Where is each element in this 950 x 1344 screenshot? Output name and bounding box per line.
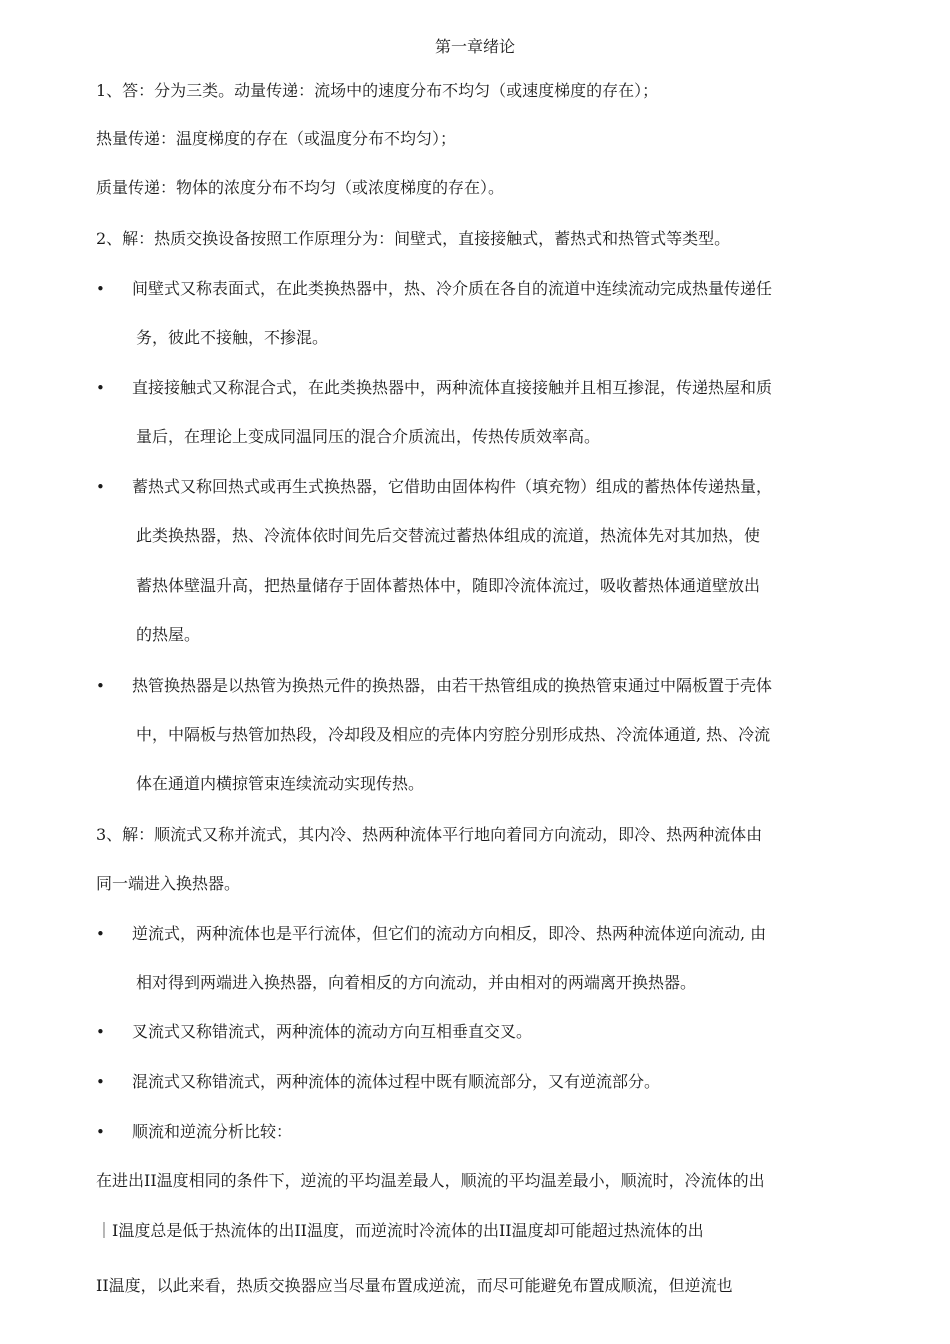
bullet-3-line-1: 蓄热式又称回热式或再生式换热器，它借助由固体构件（填充物）组成的蓄热体传递热量，: [132, 477, 773, 496]
bullet-6-line-1: 叉流式又称错流式，两种流体的流动方向互相垂直交叉。: [132, 1022, 533, 1041]
answer-3-line-2: 同一端进入换热器。: [96, 874, 241, 893]
answer-3-line-1: 3、解：顺流式又称并流式，其内冷、热两种流体平行地向着同方向流动，即冷、热两种流体由: [96, 825, 763, 844]
bullet-4: •: [96, 677, 105, 695]
comparison-line-1: 在进出II温度相同的条件下，逆流的平均温差最人，顺流的平均温差最小，顺流时，冷流体的出: [96, 1171, 765, 1190]
bullet-4-line-2: 中，中隔板与热管加热段，冷却段及相应的壳体内穷腔分别形成热、冷流体通道, 热、冷流: [136, 725, 771, 744]
answer-1-heat: 热量传递：温度梯度的存在（或温度分布不均匀）；: [96, 129, 457, 148]
bullet-5: •: [96, 925, 105, 943]
bullet-8-line-1: 顺流和逆流分析比较：: [132, 1122, 293, 1141]
bullet-1-line-1: 间壁式又称表面式，在此类换热器中，热、冷介质在各自的流道中连续流动完成热量传递任: [132, 279, 773, 298]
answer-1-mass: 质量传递：物体的浓度分布不均匀（或浓度梯度的存在）。: [96, 178, 505, 197]
bullet-2: •: [96, 379, 105, 397]
bullet-2-line-1: 直接接触式又称混合式，在此类换热器中，两种流体直接接触并且相互掺混，传递热屋和质: [132, 378, 773, 397]
bullet-7: •: [96, 1073, 105, 1091]
answer-2: 2、解：热质交换设备按照工作原理分为：间壁式，直接接触式，蓄热式和热管式等类型。: [96, 229, 731, 248]
bullet-3-line-2: 此类换热器，热、冷流体依时间先后交替流过蓄热体组成的流道，热流体先对其加热，使: [136, 526, 761, 545]
comparison-line-2: ｜I温度总是低于热流体的出II温度，而逆流时冷流体的出II温度却可能超过热流体的出: [96, 1221, 704, 1240]
bullet-6: •: [96, 1023, 105, 1041]
bullet-1-line-2: 务，彼此不接触，不掺混。: [136, 328, 329, 347]
comparison-line-3: II温度，以此来看，热质交换器应当尽量布置成逆流，而尽可能避免布置成顺流，但逆流也: [96, 1276, 733, 1295]
bullet-7-line-1: 混流式又称错流式，两种流体的流体过程中既有顺流部分，又有逆流部分。: [132, 1072, 661, 1091]
bullet-2-line-2: 量后，在理论上变成同温同压的混合介质流出，传热传质效率高。: [136, 427, 601, 446]
bullet-4-line-3: 体在通道内横掠管束连续流动实现传热。: [136, 774, 425, 793]
bullet-5-line-1: 逆流式，两种流体也是平行流体，但它们的流动方向相反，即冷、热两种流体逆向流动, 由: [132, 924, 767, 943]
bullet-3-line-4: 的热屋。: [136, 625, 201, 644]
bullet-1: •: [96, 280, 105, 298]
bullet-5-line-2: 相对得到两端进入换热器，向着相反的方向流动，并由相对的两端离开换热器。: [136, 973, 697, 992]
bullet-3-line-3: 蓄热体壁温升高，把热量储存于固体蓄热体中，随即冷流体流过，吸收蓄热体通道壁放出: [136, 576, 761, 595]
answer-1: 1、答：分为三类。动量传递：流场中的速度分布不均匀（或速度梯度的存在）；: [96, 81, 659, 100]
bullet-3: •: [96, 478, 105, 496]
chapter-title: 第一章绪论: [434, 37, 515, 56]
bullet-8: •: [96, 1123, 105, 1141]
bullet-4-line-1: 热管换热器是以热管为换热元件的换热器，由若干热管组成的换热管束通过中隔板置于壳体: [132, 676, 773, 695]
